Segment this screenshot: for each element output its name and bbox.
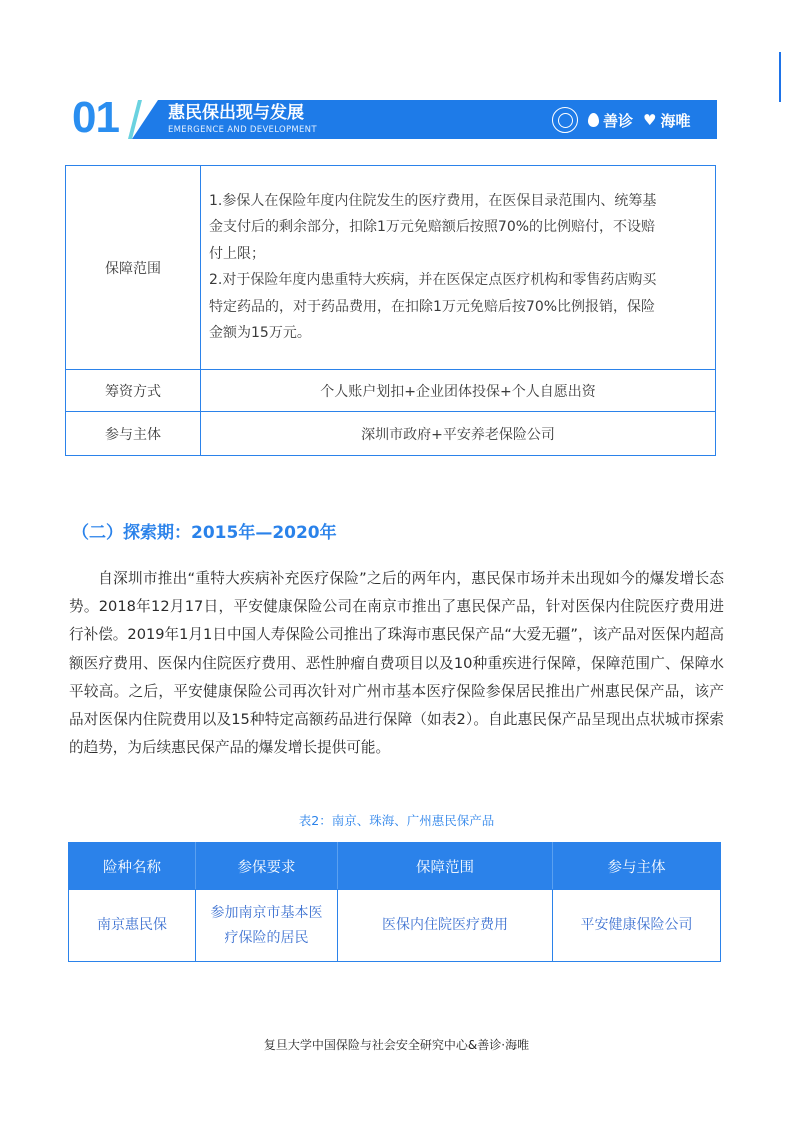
coverage-scope-cell xyxy=(201,166,716,370)
logo-haiwei-text: 海唯 xyxy=(660,111,691,130)
table-cell: 参加南京市基本医疗保险的居民 xyxy=(196,890,338,962)
table-cell: 南京惠民保 xyxy=(69,890,196,962)
row-label: 参与主体 xyxy=(66,412,201,456)
scope-line: 付上限； xyxy=(209,245,265,262)
table-cell: 平安健康保险公司 xyxy=(553,890,721,962)
section-heading: （二）探索期：2015年—2020年 xyxy=(72,523,337,543)
table-row xyxy=(66,166,716,370)
table-row xyxy=(66,412,716,456)
page-footer: 复旦大学中国保险与社会安全研究中心&善诊·海唯 xyxy=(263,1038,530,1052)
table-header-row xyxy=(69,843,721,890)
table-cell: 医保内住院医疗费用 xyxy=(338,890,553,962)
logo-haiwei xyxy=(643,110,690,131)
heart-icon: ♥ xyxy=(643,110,657,129)
table-caption: 表2：南京、珠海、广州惠民保产品 xyxy=(298,813,495,828)
products-table xyxy=(68,842,721,962)
table-row xyxy=(66,370,716,412)
scope-line: 金支付后的剩余部分，扣除1万元免赔额后按照70%的比例赔付，不设赔 xyxy=(209,219,656,235)
logo-shanzhen-text: 善诊 xyxy=(603,111,634,130)
participants-cell: 深圳市政府+平安养老保险公司 xyxy=(201,412,716,456)
column-header: 保障范围 xyxy=(338,843,553,890)
column-header: 参与主体 xyxy=(553,843,721,890)
university-seal-icon xyxy=(552,107,578,133)
partner-logos xyxy=(552,105,690,135)
coverage-table xyxy=(65,165,716,456)
column-header: 险种名称 xyxy=(69,843,196,890)
scope-line: 特定药品的，对于药品费用，在扣除1万元免赔后按70%比例报销，保险 xyxy=(209,298,656,315)
scope-line: 2.对于保险年度内患重特大疾病，并在医保定点医疗机构和零售药店购买 xyxy=(209,272,657,288)
column-header: 参保要求 xyxy=(196,843,338,890)
funding-method-cell: 个人账户划扣+企业团体投保+个人自愿出资 xyxy=(201,370,716,412)
page-edge-tab xyxy=(779,52,793,102)
row-label: 筹资方式 xyxy=(66,370,201,412)
chapter-subtitle: EMERGENCE AND DEVELOPMENT xyxy=(168,125,317,135)
logo-shanzhen xyxy=(588,110,633,131)
table-row xyxy=(69,890,721,962)
scope-line: 金额为15万元。 xyxy=(209,325,311,341)
body-paragraph: 自深圳市推出“重特大疾病补充医疗保险”之后的两年内，惠民保市场并未出现如今的爆发增长态势。2018年12月17日，平安健康保险公司在南京市推出了惠民保产品，针对医保内住院医疗费用进行补偿。2019年1月1日中国人寿保险公司推出了珠海市惠民保产品“大爱无疆”，该产品对医保内超高额医疗费用、医保内住院医疗费用、恶性肿瘤自费项目以及10种重疾进行保障，保障范围广、保障水平较高。之后，平安健康保险公司再次针对广州市基本医疗保险参保居民推出广州惠民保产品，该产品对医保内住院费用以及15种特定高额药品进行保障（如表2）。自此惠民保产品呈现出点状城市探索的趋势，为后续惠民保产品的爆发增长提供可能。 xyxy=(69,570,724,757)
row-label: 保障范围 xyxy=(66,166,201,370)
droplet-icon xyxy=(588,113,599,127)
chapter-title: 惠民保出现与发展 xyxy=(168,103,304,123)
scope-line: 1.参保人在保险年度内住院发生的医疗费用，在医保目录范围内、统筹基 xyxy=(209,192,657,209)
chapter-number: 01 xyxy=(72,93,119,142)
